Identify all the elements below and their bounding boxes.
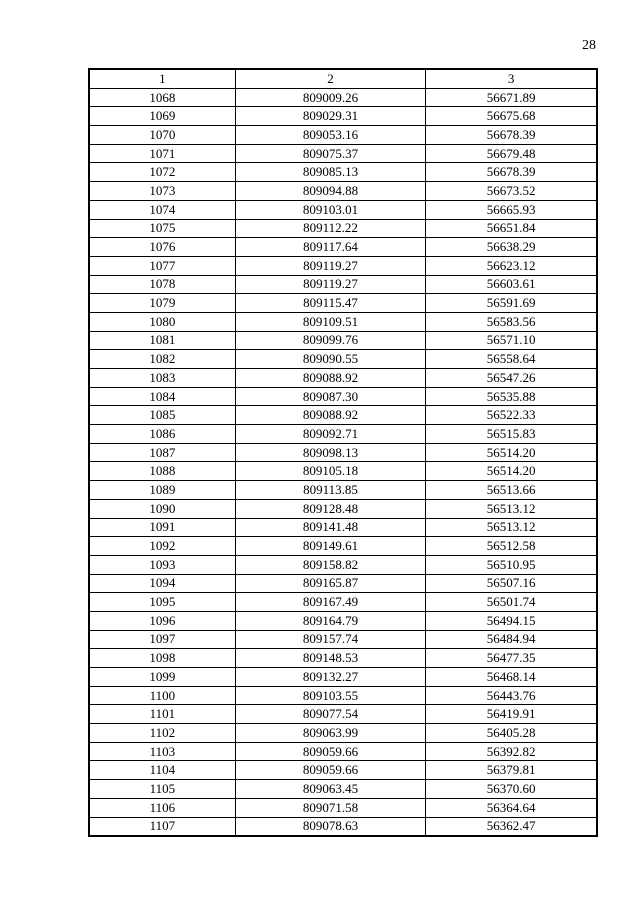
table-row [89,425,597,444]
y-coordinate-cell: 56513.66 [426,481,597,500]
y-coordinate-cell: 56638.29 [426,238,597,257]
x-coordinate-cell: 809109.51 [235,312,425,331]
point-number-cell: 1101 [89,705,235,724]
x-coordinate-cell: 809165.87 [235,574,425,593]
point-number-cell: 1082 [89,350,235,369]
y-coordinate-cell: 56501.74 [426,593,597,612]
x-coordinate-cell: 809112.22 [235,219,425,238]
y-coordinate-cell: 56522.33 [426,406,597,425]
x-coordinate-cell: 809158.82 [235,555,425,574]
y-coordinate-cell: 56678.39 [426,163,597,182]
x-coordinate-cell: 809071.58 [235,798,425,817]
point-number-cell: 1078 [89,275,235,294]
table-row [89,742,597,761]
table-row [89,555,597,574]
table-row [89,649,597,668]
x-coordinate-cell: 809075.37 [235,144,425,163]
point-number-cell: 1071 [89,144,235,163]
point-number-cell: 1107 [89,817,235,836]
table-row [89,88,597,107]
table-row [89,369,597,388]
x-coordinate-cell: 809078.63 [235,817,425,836]
table-row [89,537,597,556]
table-row [89,761,597,780]
x-coordinate-cell: 809063.45 [235,780,425,799]
table-row [89,406,597,425]
y-coordinate-cell: 56514.20 [426,462,597,481]
point-number-cell: 1105 [89,780,235,799]
point-number-cell: 1070 [89,126,235,145]
table-row [89,200,597,219]
x-coordinate-cell: 809085.13 [235,163,425,182]
y-coordinate-cell: 56513.12 [426,499,597,518]
y-coordinate-cell: 56362.47 [426,817,597,836]
point-number-cell: 1103 [89,742,235,761]
x-coordinate-cell: 809167.49 [235,593,425,612]
table-row [89,238,597,257]
table-row [89,107,597,126]
table-row [89,275,597,294]
table-row [89,798,597,817]
point-number-cell: 1097 [89,630,235,649]
x-coordinate-cell: 809053.16 [235,126,425,145]
table-row [89,780,597,799]
table-row [89,705,597,724]
y-coordinate-cell: 56603.61 [426,275,597,294]
table-row [89,574,597,593]
y-coordinate-cell: 56623.12 [426,256,597,275]
point-number-cell: 1092 [89,537,235,556]
x-coordinate-cell: 809164.79 [235,611,425,630]
y-coordinate-cell: 56671.89 [426,88,597,107]
point-number-cell: 1072 [89,163,235,182]
table-row [89,443,597,462]
x-coordinate-cell: 809117.64 [235,238,425,257]
y-coordinate-cell: 56679.48 [426,144,597,163]
x-coordinate-cell: 809099.76 [235,331,425,350]
column-header: 1 [89,69,235,88]
point-number-cell: 1086 [89,425,235,444]
x-coordinate-cell: 809088.92 [235,369,425,388]
table-row [89,481,597,500]
table-row [89,817,597,836]
y-coordinate-cell: 56558.64 [426,350,597,369]
y-coordinate-cell: 56512.58 [426,537,597,556]
y-coordinate-cell: 56405.28 [426,724,597,743]
table-row [89,611,597,630]
x-coordinate-cell: 809009.26 [235,88,425,107]
table-row [89,256,597,275]
point-number-cell: 1095 [89,593,235,612]
x-coordinate-cell: 809141.48 [235,518,425,537]
y-coordinate-cell: 56675.68 [426,107,597,126]
point-number-cell: 1093 [89,555,235,574]
point-number-cell: 1073 [89,182,235,201]
table-row [89,312,597,331]
y-coordinate-cell: 56392.82 [426,742,597,761]
table-body [89,88,597,836]
table-row [89,294,597,313]
table-row [89,331,597,350]
y-coordinate-cell: 56571.10 [426,331,597,350]
point-number-cell: 1104 [89,761,235,780]
point-number-cell: 1085 [89,406,235,425]
x-coordinate-cell: 809092.71 [235,425,425,444]
x-coordinate-cell: 809094.88 [235,182,425,201]
y-coordinate-cell: 56510.95 [426,555,597,574]
y-coordinate-cell: 56419.91 [426,705,597,724]
y-coordinate-cell: 56591.69 [426,294,597,313]
y-coordinate-cell: 56665.93 [426,200,597,219]
point-number-cell: 1077 [89,256,235,275]
y-coordinate-cell: 56379.81 [426,761,597,780]
point-number-cell: 1079 [89,294,235,313]
y-coordinate-cell: 56477.35 [426,649,597,668]
point-number-cell: 1076 [89,238,235,257]
point-number-cell: 1094 [89,574,235,593]
x-coordinate-cell: 809098.13 [235,443,425,462]
table-row [89,499,597,518]
column-header: 3 [426,69,597,88]
point-number-cell: 1068 [89,88,235,107]
point-number-cell: 1088 [89,462,235,481]
y-coordinate-cell: 56468.14 [426,668,597,687]
y-coordinate-cell: 56513.12 [426,518,597,537]
table-row [89,668,597,687]
page-number: 28 [582,38,596,53]
x-coordinate-cell: 809115.47 [235,294,425,313]
table-row [89,518,597,537]
point-number-cell: 1102 [89,724,235,743]
table-row [89,630,597,649]
point-number-cell: 1100 [89,686,235,705]
point-number-cell: 1075 [89,219,235,238]
point-number-cell: 1099 [89,668,235,687]
table-row [89,686,597,705]
x-coordinate-cell: 809132.27 [235,668,425,687]
coordinates-table [88,68,598,837]
table-row [89,387,597,406]
x-coordinate-cell: 809103.01 [235,200,425,219]
x-coordinate-cell: 809119.27 [235,256,425,275]
y-coordinate-cell: 56673.52 [426,182,597,201]
x-coordinate-cell: 809113.85 [235,481,425,500]
point-number-cell: 1074 [89,200,235,219]
x-coordinate-cell: 809148.53 [235,649,425,668]
column-header: 2 [235,69,425,88]
y-coordinate-cell: 56535.88 [426,387,597,406]
table-row [89,593,597,612]
y-coordinate-cell: 56507.16 [426,574,597,593]
point-number-cell: 1106 [89,798,235,817]
table-row [89,163,597,182]
point-number-cell: 1081 [89,331,235,350]
table-row [89,144,597,163]
point-number-cell: 1098 [89,649,235,668]
x-coordinate-cell: 809088.92 [235,406,425,425]
table-row [89,219,597,238]
x-coordinate-cell: 809128.48 [235,499,425,518]
point-number-cell: 1096 [89,611,235,630]
x-coordinate-cell: 809103.55 [235,686,425,705]
y-coordinate-cell: 56515.83 [426,425,597,444]
x-coordinate-cell: 809087.30 [235,387,425,406]
table-row [89,126,597,145]
y-coordinate-cell: 56651.84 [426,219,597,238]
y-coordinate-cell: 56514.20 [426,443,597,462]
x-coordinate-cell: 809059.66 [235,761,425,780]
y-coordinate-cell: 56364.64 [426,798,597,817]
point-number-cell: 1069 [89,107,235,126]
y-coordinate-cell: 56678.39 [426,126,597,145]
point-number-cell: 1080 [89,312,235,331]
x-coordinate-cell: 809119.27 [235,275,425,294]
table-row [89,182,597,201]
y-coordinate-cell: 56370.60 [426,780,597,799]
point-number-cell: 1084 [89,387,235,406]
table-header-row [89,69,597,88]
point-number-cell: 1089 [89,481,235,500]
point-number-cell: 1091 [89,518,235,537]
x-coordinate-cell: 809059.66 [235,742,425,761]
x-coordinate-cell: 809149.61 [235,537,425,556]
table-row [89,462,597,481]
x-coordinate-cell: 809063.99 [235,724,425,743]
point-number-cell: 1087 [89,443,235,462]
x-coordinate-cell: 809090.55 [235,350,425,369]
y-coordinate-cell: 56443.76 [426,686,597,705]
point-number-cell: 1090 [89,499,235,518]
y-coordinate-cell: 56494.15 [426,611,597,630]
x-coordinate-cell: 809105.18 [235,462,425,481]
x-coordinate-cell: 809157.74 [235,630,425,649]
y-coordinate-cell: 56583.56 [426,312,597,331]
y-coordinate-cell: 56484.94 [426,630,597,649]
point-number-cell: 1083 [89,369,235,388]
y-coordinate-cell: 56547.26 [426,369,597,388]
x-coordinate-cell: 809029.31 [235,107,425,126]
table-row [89,724,597,743]
table-row [89,350,597,369]
x-coordinate-cell: 809077.54 [235,705,425,724]
